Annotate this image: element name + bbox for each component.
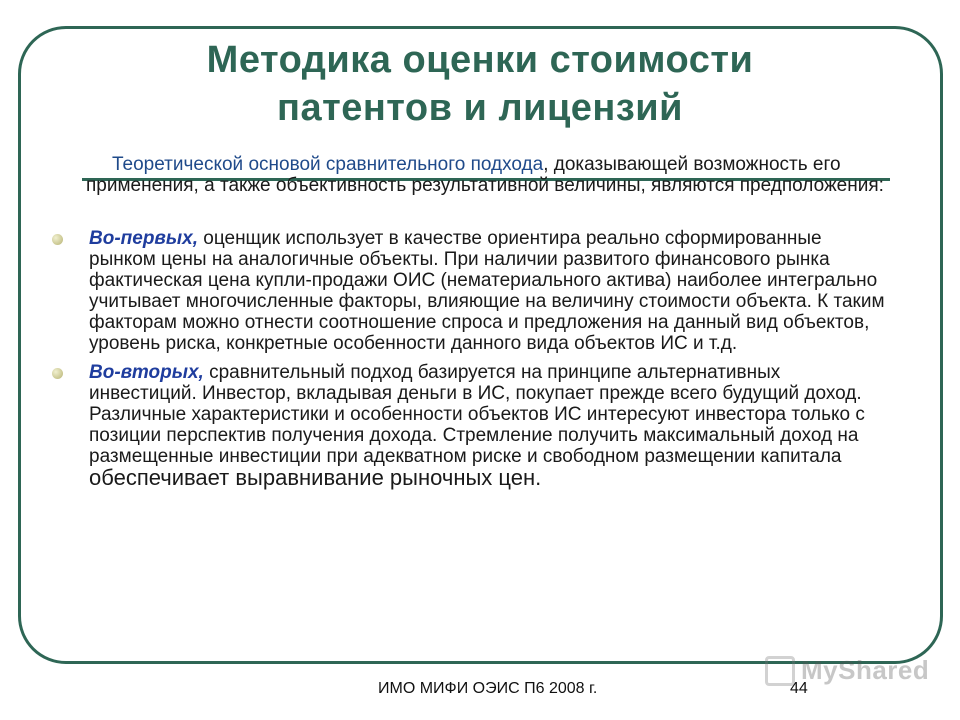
page-number: 44 — [790, 680, 808, 697]
bullet-dot-icon — [52, 234, 63, 245]
bullet-lead: Во-первых, — [89, 228, 198, 249]
footer-text: ИМО МИФИ ОЭИС П6 2008 г. — [378, 680, 598, 697]
bullet-text: сравнительный подход базируется на принципе альтернативных инвестиций. Инвестор, вкладывая деньги в ИС, покупает прежде всего будущий доход. Различные характеристики и особенности объектов ИС интересуют инвестора только с позиции перспектив получения дохода. Стремление получить максимальный доход на размещенные инвестиции при адекватном риске и свободном размещении капитала — [89, 362, 865, 467]
intro-accent: Теоретической основой сравнительного подхода — [112, 154, 544, 175]
bullet-item-second — [52, 362, 892, 490]
bullet-dot-icon — [52, 368, 63, 379]
bullet-list — [52, 228, 892, 490]
slide-title — [30, 36, 930, 132]
bullet-lead: Во-вторых, — [89, 362, 204, 383]
title-line-1: Методика оценки стоимости — [206, 39, 754, 81]
bullet-text: оценщик использует в качестве ориентира реально сформированные рынком цены на аналогичные объекты. При наличии развитого финансового рынка фактическая цена купли-продажи ОИС (нематериального актива) наиболее интегрально учитывает многочисленные факторы, влияющие на величину стоимости объекта. К таким факторам можно отнести соотношение спроса и предложения на данный вид объектов, уровень риска, конкретные особенности данного вида объектов ИС и т.д. — [89, 228, 885, 354]
bullet-tail: обеспечивает выравнивание рыночных цен. — [89, 465, 542, 490]
intro-text: , доказывающей возможность его применения, а также объективность результативной величины, являются предположения: — [86, 154, 884, 196]
title-line-2: патентов и лицензий — [277, 87, 683, 129]
intro-paragraph — [86, 154, 886, 196]
watermark-text: MyShared — [801, 655, 930, 685]
bullet-item-first — [52, 228, 892, 354]
